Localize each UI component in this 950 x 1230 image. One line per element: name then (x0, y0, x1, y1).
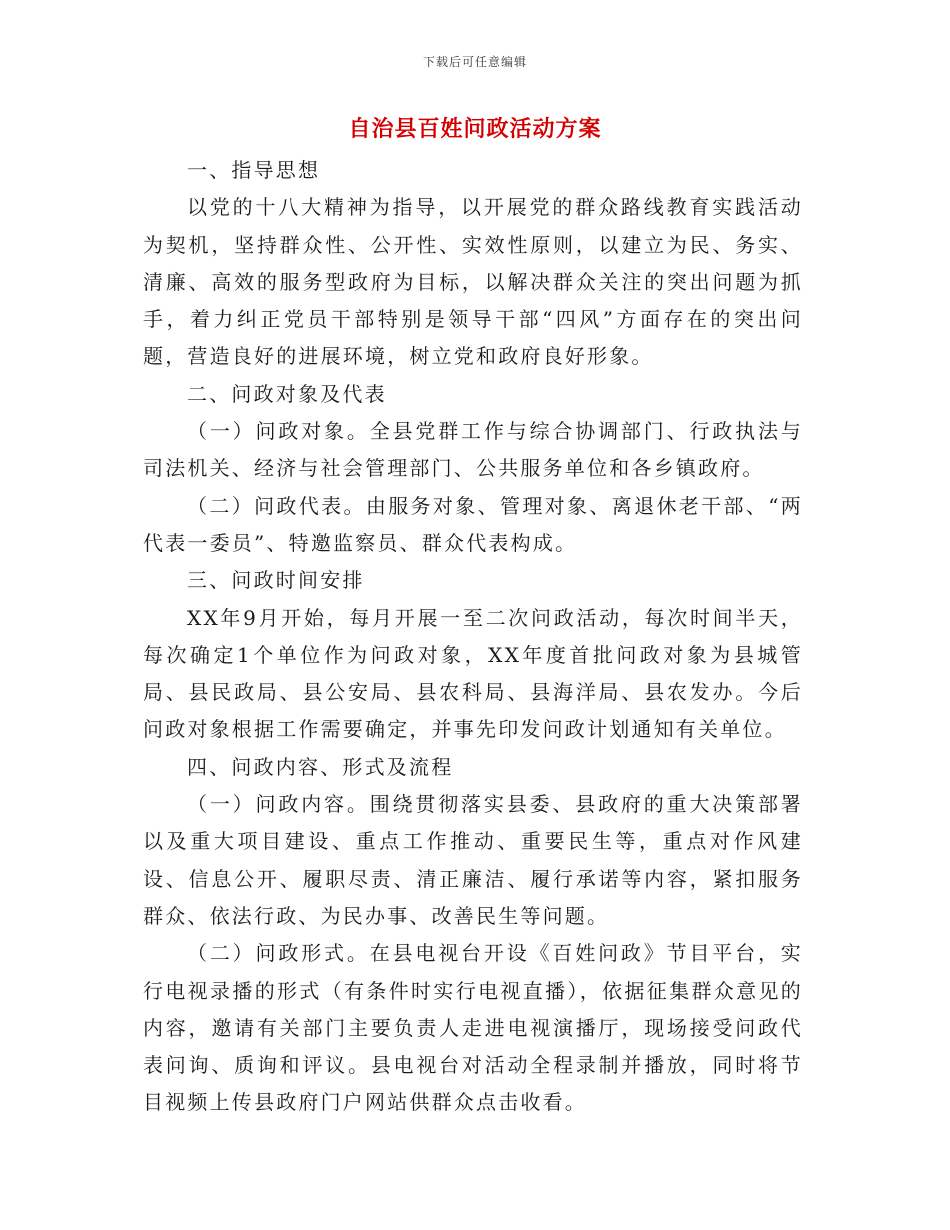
section-heading-targets: 二、问政对象及代表 (187, 381, 387, 406)
paragraph-representatives: （二）问政代表。由服务对象、管理对象、离退休老干部、“两代表一委员”、特邀监察员、群众代表构成。 (143, 493, 803, 555)
paragraph-form: （二）问政形式。在县电视台开设《百姓问政》节目平台，实行电视录播的形式（有条件时实行电视直播），依据征集群众意见的内容，邀请有关部门主要负责人走进电视演播厅，现场接受问政代表问询、质询和评议。县电视台对活动全程录制并播放，同时将节目视频上传县政府门户网站供群众点击收看。 (143, 941, 803, 1115)
paragraph-content: （一）问政内容。围绕贯彻落实县委、县政府的重大决策部署以及重大项目建设、重点工作推动、重要民生等，重点对作风建设、信息公开、履职尽责、清正廉洁、履行承诺等内容，紧扣服务群众、依法行政、为民办事、改善民生等问题。 (143, 792, 803, 928)
paragraph-schedule: XX年9月开始，每月开展一至二次问政活动，每次时间半天，每次确定1个单位作为问政对象，XX年度首批问政对象为县城管局、县民政局、县公安局、县农科局、县海洋局、县农发办。今后问政对象根据工作需要确定，并事先印发问政计划通知有关单位。 (143, 605, 803, 742)
paragraph-targets: （一）问政对象。全县党群工作与综合协调部门、行政执法与司法机关、经济与社会管理部门、公共服务单位和各乡镇政府。 (143, 419, 803, 481)
section-heading-guiding-thought: 一、指导思想 (187, 158, 321, 182)
paragraph-guiding-thought: 以党的十八大精神为指导，以开展党的群众路线教育实践活动为契机，坚持群众性、公开性、实效性原则，以建立为民、务实、清廉、高效的服务型政府为目标，以解决群众关注的突出问题为抓手，着力纠正党员干部特别是领导干部“四风”方面存在的突出问题，营造良好的进展环境，树立党和政府良好形象。 (143, 195, 803, 369)
header-note: 下载后可任意编辑 (422, 55, 527, 69)
section-heading-schedule: 三、问政时间安排 (187, 568, 365, 593)
document-body (143, 152, 803, 1122)
section-heading-content-form: 四、问政内容、形式及流程 (187, 754, 454, 779)
document-title: 自治县百姓问政活动方案 (348, 116, 602, 142)
